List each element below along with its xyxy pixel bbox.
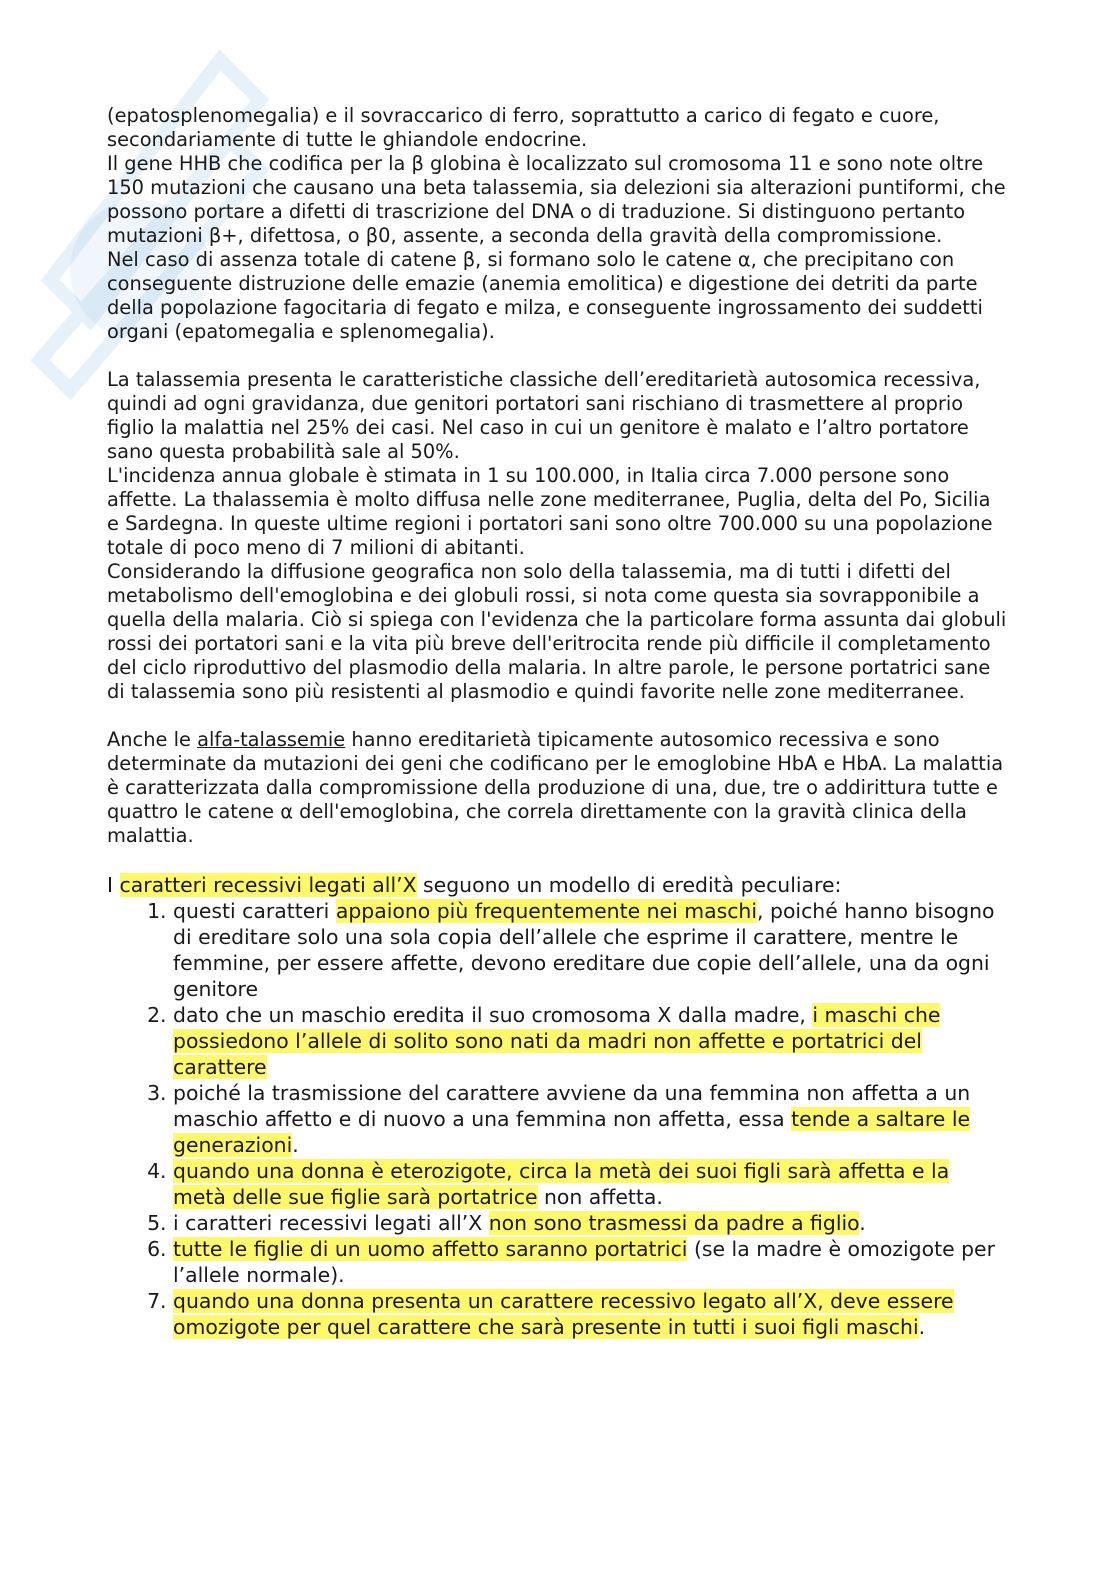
highlight: quando una donna è eterozigote, circa la metà dei suoi figli sarà affetta e la metà delle sue figlie sarà portatrice bbox=[173, 1159, 950, 1209]
list-item: 7. quando una donna presenta un carattere recessivo legato all’X, deve essere omozigote per quel carattere che sarà presente in tutti i suoi figli maschi. bbox=[173, 1288, 1007, 1340]
highlight: i maschi che possiedono l’allele di solito sono nati da madri non affette e portatrici del carattere bbox=[173, 1003, 941, 1079]
highlight: caratteri recessivi legati all’X bbox=[119, 873, 417, 897]
highlight: non sono trasmessi da padre a figlio bbox=[488, 1211, 860, 1235]
paragraph-gene-hhb: Il gene HHB che codifica per la β globina è localizzato sul cromosoma 11 e sono note oltre 150 mutazioni che causano una beta talassemia, sia delezioni sia alterazioni puntiformi, che possono portare a difetti di trascrizione del DNA o di traduzione. Si distinguono pertanto mutazioni β+, difettosa, o β0, assente, a seconda della gravità della compromissione. bbox=[107, 152, 1006, 247]
paragraph-malaria: Considerando la diffusione geografica non solo della talassemia, ma di tutti i difetti del metabolismo dell'emoglobina e dei globuli rossi, si nota come questa sia sovrapponibile a quella della malaria. Ciò si spiega con l'evidenza che la particolare forma assunta dai globuli rossi dei portatori sani e la vita più breve dell'eritrocita rende più difficile il completamento del ciclo riproduttivo del plasmodio della malaria. In altre parole, le persone portatrici sane di talassemia sono più resistenti al plasmodio e quindi favorite nelle zone mediterranee. bbox=[107, 560, 1007, 703]
highlight: appaiono più frequentemente nei maschi bbox=[335, 899, 758, 923]
paragraph-alfa-talassemie: Anche le alfa-talassemie hanno ereditarietà tipicamente autosomico recessiva e sono determinate da mutazioni dei geni che codificano per le emoglobine HbA e HbA. La malattia è caratterizzata dalla compromissione della produzione di una, due, tre o addirittura tutte e quattro le catene α dell'emoglobina, che correla direttamente con la gravità clinica della malattia. bbox=[107, 728, 1004, 847]
list-item: 5. i caratteri recessivi legati all’X non sono trasmessi da padre a figlio. bbox=[173, 1210, 1007, 1236]
list-item: 2. dato che un maschio eredita il suo cromosoma X dalla madre, i maschi che possiedono l’allele di solito sono nati da madri non affette e portatrici del carattere bbox=[173, 1002, 1007, 1080]
highlight: tutte le figlie di un uomo affetto saranno portatrici bbox=[173, 1237, 688, 1261]
alfa-talassemie-link[interactable]: alfa-talassemie bbox=[197, 728, 346, 751]
list-item: 4. quando una donna è eterozigote, circa la metà dei suoi figli sarà affetta e la metà delle sue figlie sarà portatrice non affetta. bbox=[173, 1158, 1007, 1210]
paragraph-ereditarieta: La talassemia presenta le caratteristiche classiche dell’ereditarietà autosomica recessiva, quindi ad ogni gravidanza, due genitori portatori sani rischiano di trasmettere al proprio figlio la malattia nel 25% dei casi. Nel caso in cui un genitore è malato e l’altro portatore sano questa probabilità sale al 50%. bbox=[107, 368, 981, 463]
list-item: 6. tutte le figlie di un uomo affetto saranno portatrici (se la madre è omozigote per l’allele normale). bbox=[173, 1236, 1007, 1288]
paragraph-incidenza: L'incidenza annua globale è stimata in 1 su 100.000, in Italia circa 7.000 persone sono affette. La thalassemia è molto diffusa nelle zone mediterranee, Puglia, delta del Po, Sicilia e Sardegna. In queste ultime regioni i portatori sani sono oltre 700.000 su una popolazione totale di poco meno di 7 milioni di abitanti. bbox=[107, 464, 993, 559]
highlight: tende a saltare le generazioni bbox=[173, 1107, 971, 1157]
paragraph-x-linked-intro: I caratteri recessivi legati all’X seguono un modello di eredità peculiare: bbox=[107, 873, 842, 897]
document-body bbox=[107, 104, 1007, 1340]
list-item: 1. questi caratteri appaiono più frequentemente nei maschi, poiché hanno bisogno di ereditare solo una sola copia dell’allele che esprime il carattere, mentre le femmine, per essere affette, devono ereditare due copie dell’allele, una da ogni genitore bbox=[173, 898, 1007, 1002]
highlight: quando una donna presenta un carattere recessivo legato all’X, deve essere omozigote per quel carattere che sarà presente in tutti i suoi figli maschi bbox=[173, 1289, 954, 1339]
x-linked-list bbox=[107, 898, 1007, 1340]
paragraph-epatosplenomegalia: (epatosplenomegalia) e il sovraccarico di ferro, soprattutto a carico di fegato e cuore, secondariamente di tutte le ghiandole endocrine. bbox=[107, 104, 940, 151]
list-item: 3. poiché la trasmissione del carattere avviene da una femmina non affetta a un maschio affetto e di nuovo a una femmina non affetta, essa tende a saltare le generazioni. bbox=[173, 1080, 1007, 1158]
paragraph-assenza-catene: Nel caso di assenza totale di catene β, si formano solo le catene α, che precipitano con conseguente distruzione delle emazie (anemia emolitica) e digestione dei detriti da parte della popolazione fagocitaria di fegato e milza, e conseguente ingrossamento dei suddetti organi (epatomegalia e splenomegalia). bbox=[107, 248, 983, 343]
